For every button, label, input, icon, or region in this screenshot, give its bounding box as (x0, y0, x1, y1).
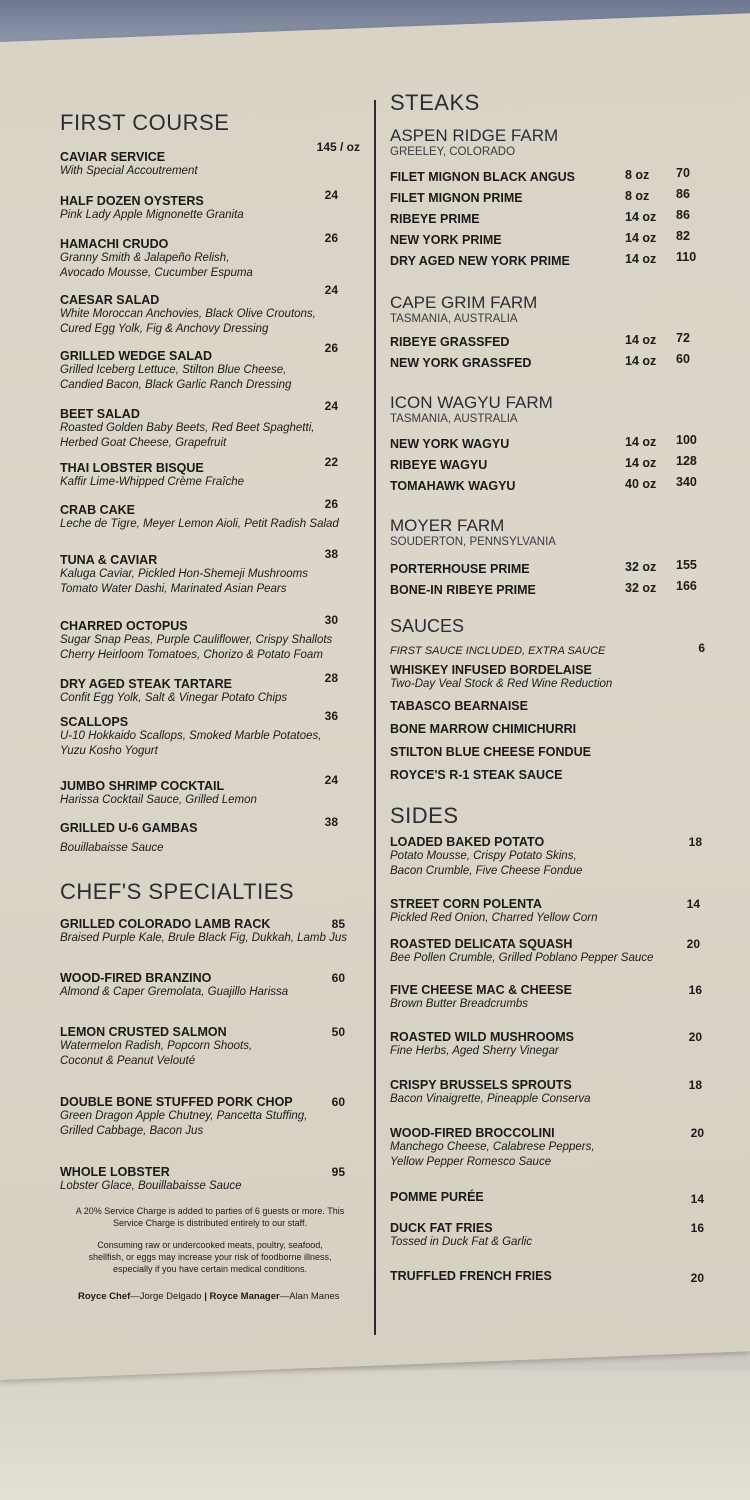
steak-name: PORTERHOUSE PRIME (390, 562, 530, 576)
farm-location: TASMANIA, AUSTRALIA (390, 313, 518, 325)
item-description: Kaluga Caviar, Pickled Hon-Shemeji Mushrooms Tomato Water Dashi, Marinated Asian Pears (60, 568, 308, 595)
menu-item (60, 917, 360, 971)
farm-section (390, 393, 710, 500)
side-price: 18 (688, 835, 702, 849)
item-price: 24 (324, 773, 338, 787)
chefs-specialties-list (60, 917, 360, 1205)
item-name: CHARRED OCTOPUS (60, 619, 188, 633)
right-column (390, 90, 710, 1293)
steak-size: 8 oz (625, 189, 650, 203)
item-description: White Moroccan Anchovies, Black Olive Croutons, Cured Egg Yolk, Fig & Anchovy Dressing (60, 308, 316, 335)
steak-name: TOMAHAWK WAGYU (390, 479, 516, 493)
first-course-list (60, 140, 360, 877)
side-name: CRISPY BRUSSELS SPROUTS (390, 1078, 572, 1092)
item-price: 145 / oz (316, 140, 360, 154)
steak-row (390, 475, 710, 500)
steak-name: NEW YORK WAGYU (390, 437, 510, 451)
chefs-specialties-title: CHEF'S SPECIALTIES (60, 879, 295, 904)
staff-credits (78, 1291, 360, 1302)
side-description: Brown Butter Breadcrumbs (390, 998, 529, 1010)
side-item (390, 1078, 710, 1126)
item-name: WOOD-FIRED BRANZINO (60, 971, 212, 985)
menu-item (60, 547, 360, 619)
sauce-note-text: FIRST SAUCE INCLUDED, EXTRA SAUCE (390, 645, 606, 657)
item-name: CAESAR SALAD (60, 293, 160, 307)
steak-size: 14 oz (625, 252, 657, 266)
steak-name: FILET MIGNON PRIME (390, 191, 523, 205)
menu-item (60, 188, 360, 237)
farm-section (390, 293, 710, 377)
item-price: 95 (331, 1165, 345, 1179)
steak-size: 32 oz (625, 581, 657, 595)
steak-size: 40 oz (625, 477, 657, 491)
sauce-name: TABASCO BEARNAISE (390, 699, 528, 713)
farm-section (390, 126, 710, 275)
farm-location: GREELEY, COLORADO (390, 146, 516, 158)
steak-price: 100 (676, 433, 697, 447)
sauce-name: ROYCE'S R-1 STEAK SAUCE (390, 768, 563, 782)
item-price: 26 (324, 341, 338, 355)
sauce-note-price: 6 (698, 641, 705, 655)
side-description: Bee Pollen Crumble, Grilled Poblano Pepper Sauce (390, 952, 654, 964)
side-name: ROASTED DELICATA SQUASH (390, 937, 573, 951)
item-description: Kaffir Lime-Whipped Crème Fraîche (60, 476, 245, 488)
side-price: 18 (688, 1078, 702, 1092)
item-description: Watermelon Radish, Popcorn Shoots, Coconut & Peanut Velouté (60, 1040, 253, 1067)
side-item (390, 983, 710, 1030)
side-description: Pickled Red Onion, Charred Yellow Corn (390, 912, 598, 924)
side-item (390, 1126, 710, 1190)
steak-size: 14 oz (625, 333, 657, 347)
item-price: 26 (324, 497, 338, 511)
steak-price: 128 (676, 454, 697, 468)
chef-label: Royce Chef (78, 1291, 131, 1302)
sides-title: SIDES (390, 803, 459, 828)
menu-item (60, 1095, 360, 1165)
menu-item (60, 613, 360, 677)
item-description: Leche de Tigre, Meyer Lemon Aioli, Petit Radish Salad (60, 518, 339, 530)
item-price: 30 (324, 613, 338, 627)
farm-name: MOYER FARM (390, 516, 505, 535)
item-description: Roasted Golden Baby Beets, Red Beet Spaghetti, Herbed Goat Cheese, Grapefruit (60, 422, 315, 449)
item-description: Sugar Snap Peas, Purple Cauliflower, Crispy Shallots Cherry Heirloom Tomatoes, Chorizo & Potato Foam (60, 634, 333, 661)
side-item (390, 1221, 710, 1269)
item-price: 50 (331, 1025, 345, 1039)
item-description: Confit Egg Yolk, Salt & Vinegar Potato Chips (60, 692, 288, 704)
manager-name: —Alan Manes (279, 1291, 340, 1302)
menu-item (60, 773, 360, 821)
item-name: CRAB CAKE (60, 503, 135, 517)
side-name: DUCK FAT FRIES (390, 1221, 493, 1235)
item-price: 36 (324, 709, 338, 723)
sauce-item (390, 699, 710, 722)
item-name: DOUBLE BONE STUFFED PORK CHOP (60, 1095, 293, 1109)
steak-size: 14 oz (625, 456, 657, 470)
steak-row (390, 558, 710, 583)
sauce-item (390, 663, 710, 699)
steak-row (390, 229, 710, 254)
item-description: Granny Smith & Jalapeño Relish, Avocado Mousse, Cucumber Espuma (60, 252, 253, 279)
steak-price: 340 (676, 475, 697, 489)
item-name: JUMBO SHRIMP COCKTAIL (60, 779, 225, 793)
item-name: HAMACHI CRUDO (60, 237, 169, 251)
side-price: 16 (690, 1221, 704, 1235)
item-description: Pink Lady Apple Mignonette Granita (60, 209, 244, 221)
item-description: With Special Accoutrement (60, 165, 198, 177)
item-price: 28 (324, 671, 338, 685)
item-price: 24 (324, 188, 338, 202)
steak-price: 86 (676, 208, 690, 222)
steak-row (390, 433, 710, 458)
steak-size: 14 oz (625, 354, 657, 368)
side-description: Fine Herbs, Aged Sherry Vinegar (390, 1045, 559, 1057)
menu-item (60, 1165, 360, 1205)
side-description: Manchego Cheese, Calabrese Peppers, Yellow Pepper Romesco Sauce (390, 1141, 595, 1168)
steak-price: 82 (676, 229, 690, 243)
side-name: POMME PURÉE (390, 1190, 484, 1204)
item-description: U-10 Hokkaido Scallops, Smoked Marble Potatoes, Yuzu Kosho Yogurt (60, 730, 322, 757)
tablecloth (0, 1370, 750, 1500)
side-item (390, 1030, 710, 1078)
steak-name: BONE-IN RIBEYE PRIME (390, 583, 536, 597)
consumer-warning: Consuming raw or undercooked meats, poultry, seafood, shellfish, or eggs may increase your risk of foodborne illness, especially if you have certain medical conditions. (88, 1240, 332, 1274)
menu-item (60, 140, 360, 194)
sauces-title: SAUCES (390, 616, 465, 636)
item-price: 60 (331, 971, 345, 985)
item-description: Lobster Glace, Bouillabaisse Sauce (60, 1180, 242, 1192)
steak-name: RIBEYE GRASSFED (390, 335, 510, 349)
item-name: THAI LOBSTER BISQUE (60, 461, 204, 475)
steak-price: 70 (676, 166, 690, 180)
farm-location: SOUDERTON, PENNSYLVANIA (390, 536, 556, 548)
side-name: LOADED BAKED POTATO (390, 835, 545, 849)
side-price: 20 (686, 937, 700, 951)
manager-label: Royce Manager (209, 1291, 280, 1302)
service-charge-note: A 20% Service Charge is added to parties of 6 guests or more. This Service Charge is distributed entirely to our staff. (75, 1206, 345, 1228)
steak-size: 14 oz (625, 231, 657, 245)
item-description: Almond & Caper Gremolata, Guajillo Harissa (60, 986, 289, 998)
side-item (390, 937, 710, 983)
steak-name: FILET MIGNON BLACK ANGUS (390, 170, 575, 184)
steak-price: 86 (676, 187, 690, 201)
steak-name: NEW YORK GRASSFED (390, 356, 532, 370)
steak-size: 32 oz (625, 560, 657, 574)
item-name: CAVIAR SERVICE (60, 150, 166, 164)
item-name: BEET SALAD (60, 407, 140, 421)
sauce-name: WHISKEY INFUSED BORDELAISE (390, 663, 592, 677)
steak-row (390, 187, 710, 212)
steak-row (390, 208, 710, 233)
item-name: TUNA & CAVIAR (60, 553, 158, 567)
steak-name: NEW YORK PRIME (390, 233, 502, 247)
side-item (390, 897, 710, 937)
menu-item (60, 283, 360, 349)
item-price: 24 (324, 283, 338, 297)
side-description: Bacon Vinaigrette, Pineapple Conserva (390, 1093, 591, 1105)
left-column (60, 110, 360, 1302)
credit-separator: | (201, 1291, 210, 1302)
item-description: Braised Purple Kale, Brule Black Fig, Dukkah, Lamb Jus (60, 932, 347, 944)
farm-name: ICON WAGYU FARM (390, 393, 553, 412)
sauces-section (390, 616, 710, 791)
item-price: 24 (324, 399, 338, 413)
side-item (390, 1269, 710, 1293)
item-description: Bouillabaisse Sauce (60, 842, 164, 854)
sauce-name: BONE MARROW CHIMICHURRI (390, 722, 577, 736)
item-price: 26 (324, 231, 338, 245)
steak-row (390, 250, 710, 275)
side-description: Potato Mousse, Crispy Potato Skins, Bacon Crumble, Five Cheese Fondue (390, 850, 583, 877)
steak-price: 72 (676, 331, 690, 345)
item-name: LEMON CRUSTED SALMON (60, 1025, 227, 1039)
item-price: 60 (331, 1095, 345, 1109)
steak-row (390, 352, 710, 377)
item-description: Green Dragon Apple Chutney, Pancetta Stuffing, Grilled Cabbage, Bacon Jus (60, 1110, 308, 1137)
farm-name: CAPE GRIM FARM (390, 293, 538, 312)
column-divider (374, 100, 376, 1335)
steak-price: 166 (676, 579, 697, 593)
item-name: GRILLED U-6 GAMBAS (60, 821, 198, 835)
steak-name: RIBEYE PRIME (390, 212, 480, 226)
item-price: 22 (324, 455, 338, 469)
item-name: GRILLED COLORADO LAMB RACK (60, 917, 271, 931)
sauce-name: STILTON BLUE CHEESE FONDUE (390, 745, 591, 759)
side-item (390, 1190, 710, 1221)
side-price: 14 (690, 1192, 704, 1206)
side-item (390, 835, 710, 897)
menu-item (60, 399, 360, 461)
side-name: FIVE CHEESE MAC & CHEESE (390, 983, 572, 997)
side-price: 20 (690, 1126, 704, 1140)
item-name: GRILLED WEDGE SALAD (60, 349, 213, 363)
steak-row (390, 579, 710, 604)
farm-section (390, 516, 710, 604)
sauce-item (390, 768, 710, 791)
side-name: ROASTED WILD MUSHROOMS (390, 1030, 575, 1044)
steak-name: RIBEYE WAGYU (390, 458, 488, 472)
steak-price: 60 (676, 352, 690, 366)
menu-item (60, 497, 360, 553)
sauce-description: Two-Day Veal Stock & Red Wine Reduction (390, 678, 613, 690)
sauce-item (390, 745, 710, 768)
side-name: STREET CORN POLENTA (390, 897, 542, 911)
farm-name: ASPEN RIDGE FARM (390, 126, 559, 145)
item-name: SCALLOPS (60, 715, 129, 729)
item-description: Harissa Cocktail Sauce, Grilled Lemon (60, 794, 257, 806)
sides-section (390, 803, 710, 1293)
steak-row (390, 166, 710, 191)
side-price: 14 (686, 897, 700, 911)
menu-item (60, 231, 360, 293)
menu-item (60, 455, 360, 503)
menu-item (60, 815, 360, 877)
side-name: WOOD-FIRED BROCCOLINI (390, 1126, 555, 1140)
side-price: 16 (688, 983, 702, 997)
item-price: 85 (331, 917, 345, 931)
item-name: DRY AGED STEAK TARTARE (60, 677, 232, 691)
farm-location: TASMANIA, AUSTRALIA (390, 413, 518, 425)
steak-row (390, 454, 710, 479)
steak-price: 110 (676, 250, 697, 264)
steak-size: 14 oz (625, 210, 657, 224)
steak-name: DRY AGED NEW YORK PRIME (390, 254, 570, 268)
item-description: Grilled Iceberg Lettuce, Stilton Blue Cheese, Candied Bacon, Black Garlic Ranch Dressing (60, 364, 292, 391)
side-name: TRUFFLED FRENCH FRIES (390, 1269, 552, 1283)
menu-item (60, 1025, 360, 1095)
steaks-title: STEAKS (390, 90, 480, 115)
menu-item (60, 971, 360, 1025)
item-name: WHOLE LOBSTER (60, 1165, 170, 1179)
steak-row (390, 331, 710, 356)
sauce-item (390, 722, 710, 745)
side-description: Tossed in Duck Fat & Garlic (390, 1236, 533, 1248)
first-course-title: FIRST COURSE (60, 110, 230, 135)
sauce-note (390, 641, 710, 663)
steak-size: 8 oz (625, 168, 650, 182)
menu-item (60, 671, 360, 715)
steak-size: 14 oz (625, 435, 657, 449)
item-name: HALF DOZEN OYSTERS (60, 194, 204, 208)
menu-item (60, 709, 360, 779)
steak-price: 155 (676, 558, 697, 572)
chef-name: —Jorge Delgado (130, 1291, 202, 1302)
side-price: 20 (690, 1271, 704, 1285)
item-price: 38 (324, 815, 338, 829)
menu-item (60, 341, 360, 407)
side-price: 20 (688, 1030, 702, 1044)
item-price: 38 (324, 547, 338, 561)
